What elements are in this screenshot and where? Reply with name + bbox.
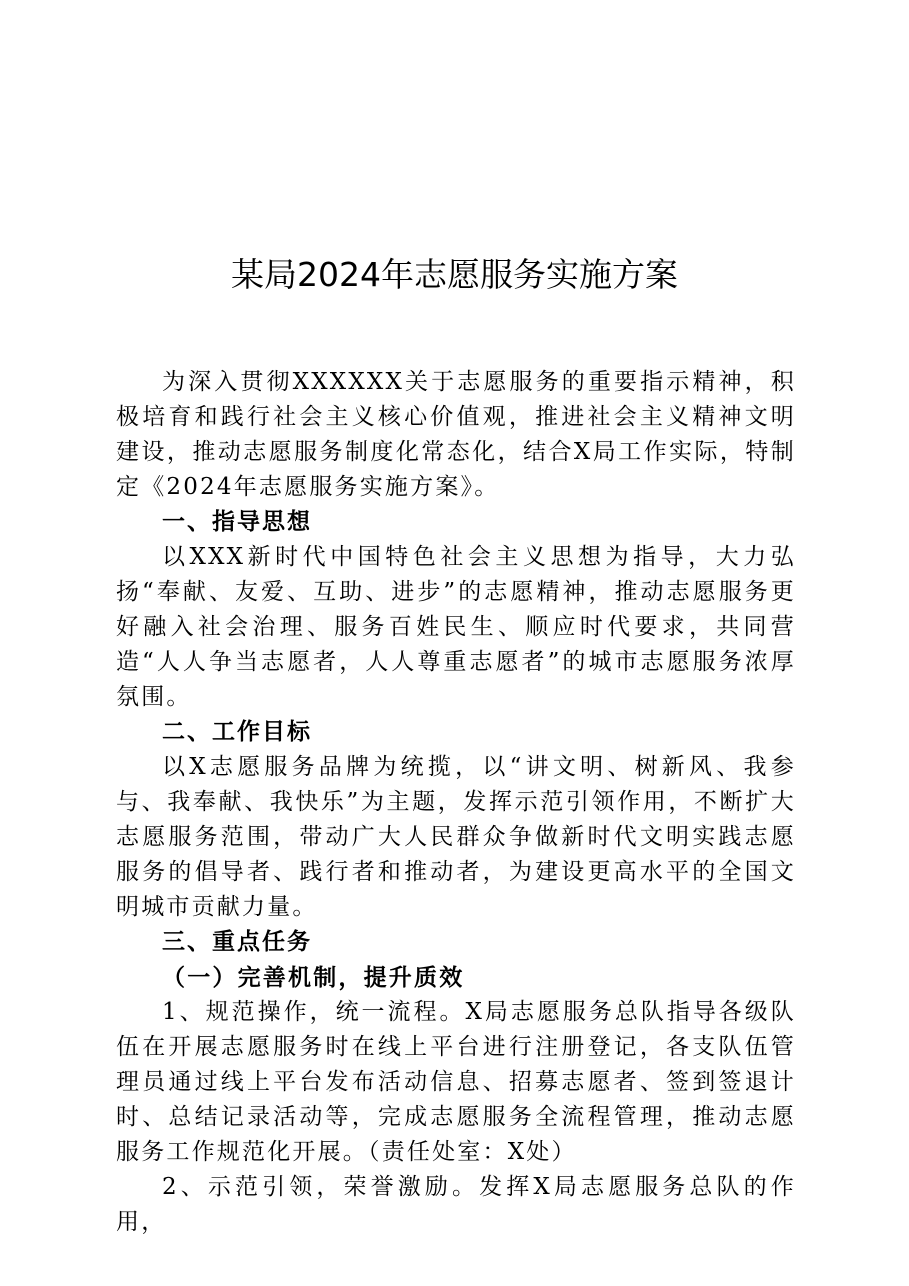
section-paragraph-work-goals: 以X志愿服务品牌为统揽，以“讲文明、树新风、我参与、我奉献、我快乐”为主题，发挥示范引领作用，不断扩大志愿服务范围，带动广大人民群众争做新时代文明实践志愿服务的倡导者、践行者和推动者，为建设更高水平的全国文明城市贡献力量。 bbox=[116, 754, 796, 920]
section-subheading-mechanism: （一）完善机制，提升质效 bbox=[162, 964, 465, 991]
section-heading-key-tasks: 三、重点任务 bbox=[162, 929, 312, 955]
task-item-paragraph: 2、示范引领，荣誉激励。发挥X局志愿服务总队的作用， bbox=[116, 1174, 796, 1235]
intro-paragraph: 为深入贯彻XXXXXX关于志愿服务的重要指示精神，积极培育和践行社会主义核心价值观，推进社会主义精神文明建设，推动志愿服务制度化常态化，结合X局工作实际，特制定《2024年志愿服务实施方案》。 bbox=[116, 369, 796, 500]
document-title: 某局2024年志愿服务实施方案 bbox=[231, 255, 678, 294]
document-body bbox=[116, 365, 796, 1240]
section-heading-work-goals: 二、工作目标 bbox=[162, 719, 312, 745]
section-heading-guiding-ideology: 一、指导思想 bbox=[162, 509, 312, 535]
section-paragraph-guiding-ideology: 以XXX新时代中国特色社会主义思想为指导，大力弘扬“奉献、友爱、互助、进步”的志愿精神，推动志愿服务更好融入社会治理、服务百姓民生、顺应时代要求，共同营造“人人争当志愿者，人人尊重志愿者”的城市志愿服务浓厚氛围。 bbox=[116, 544, 796, 710]
task-item-paragraph: 1、规范操作，统一流程。X局志愿服务总队指导各级队伍在开展志愿服务时在线上平台进行注册登记，各支队伍管理员通过线上平台发布活动信息、招募志愿者、签到签退计时、总结记录活动等，完成志愿服务全流程管理，推动志愿服务工作规范化开展。（责任处室：X处） bbox=[116, 999, 796, 1165]
